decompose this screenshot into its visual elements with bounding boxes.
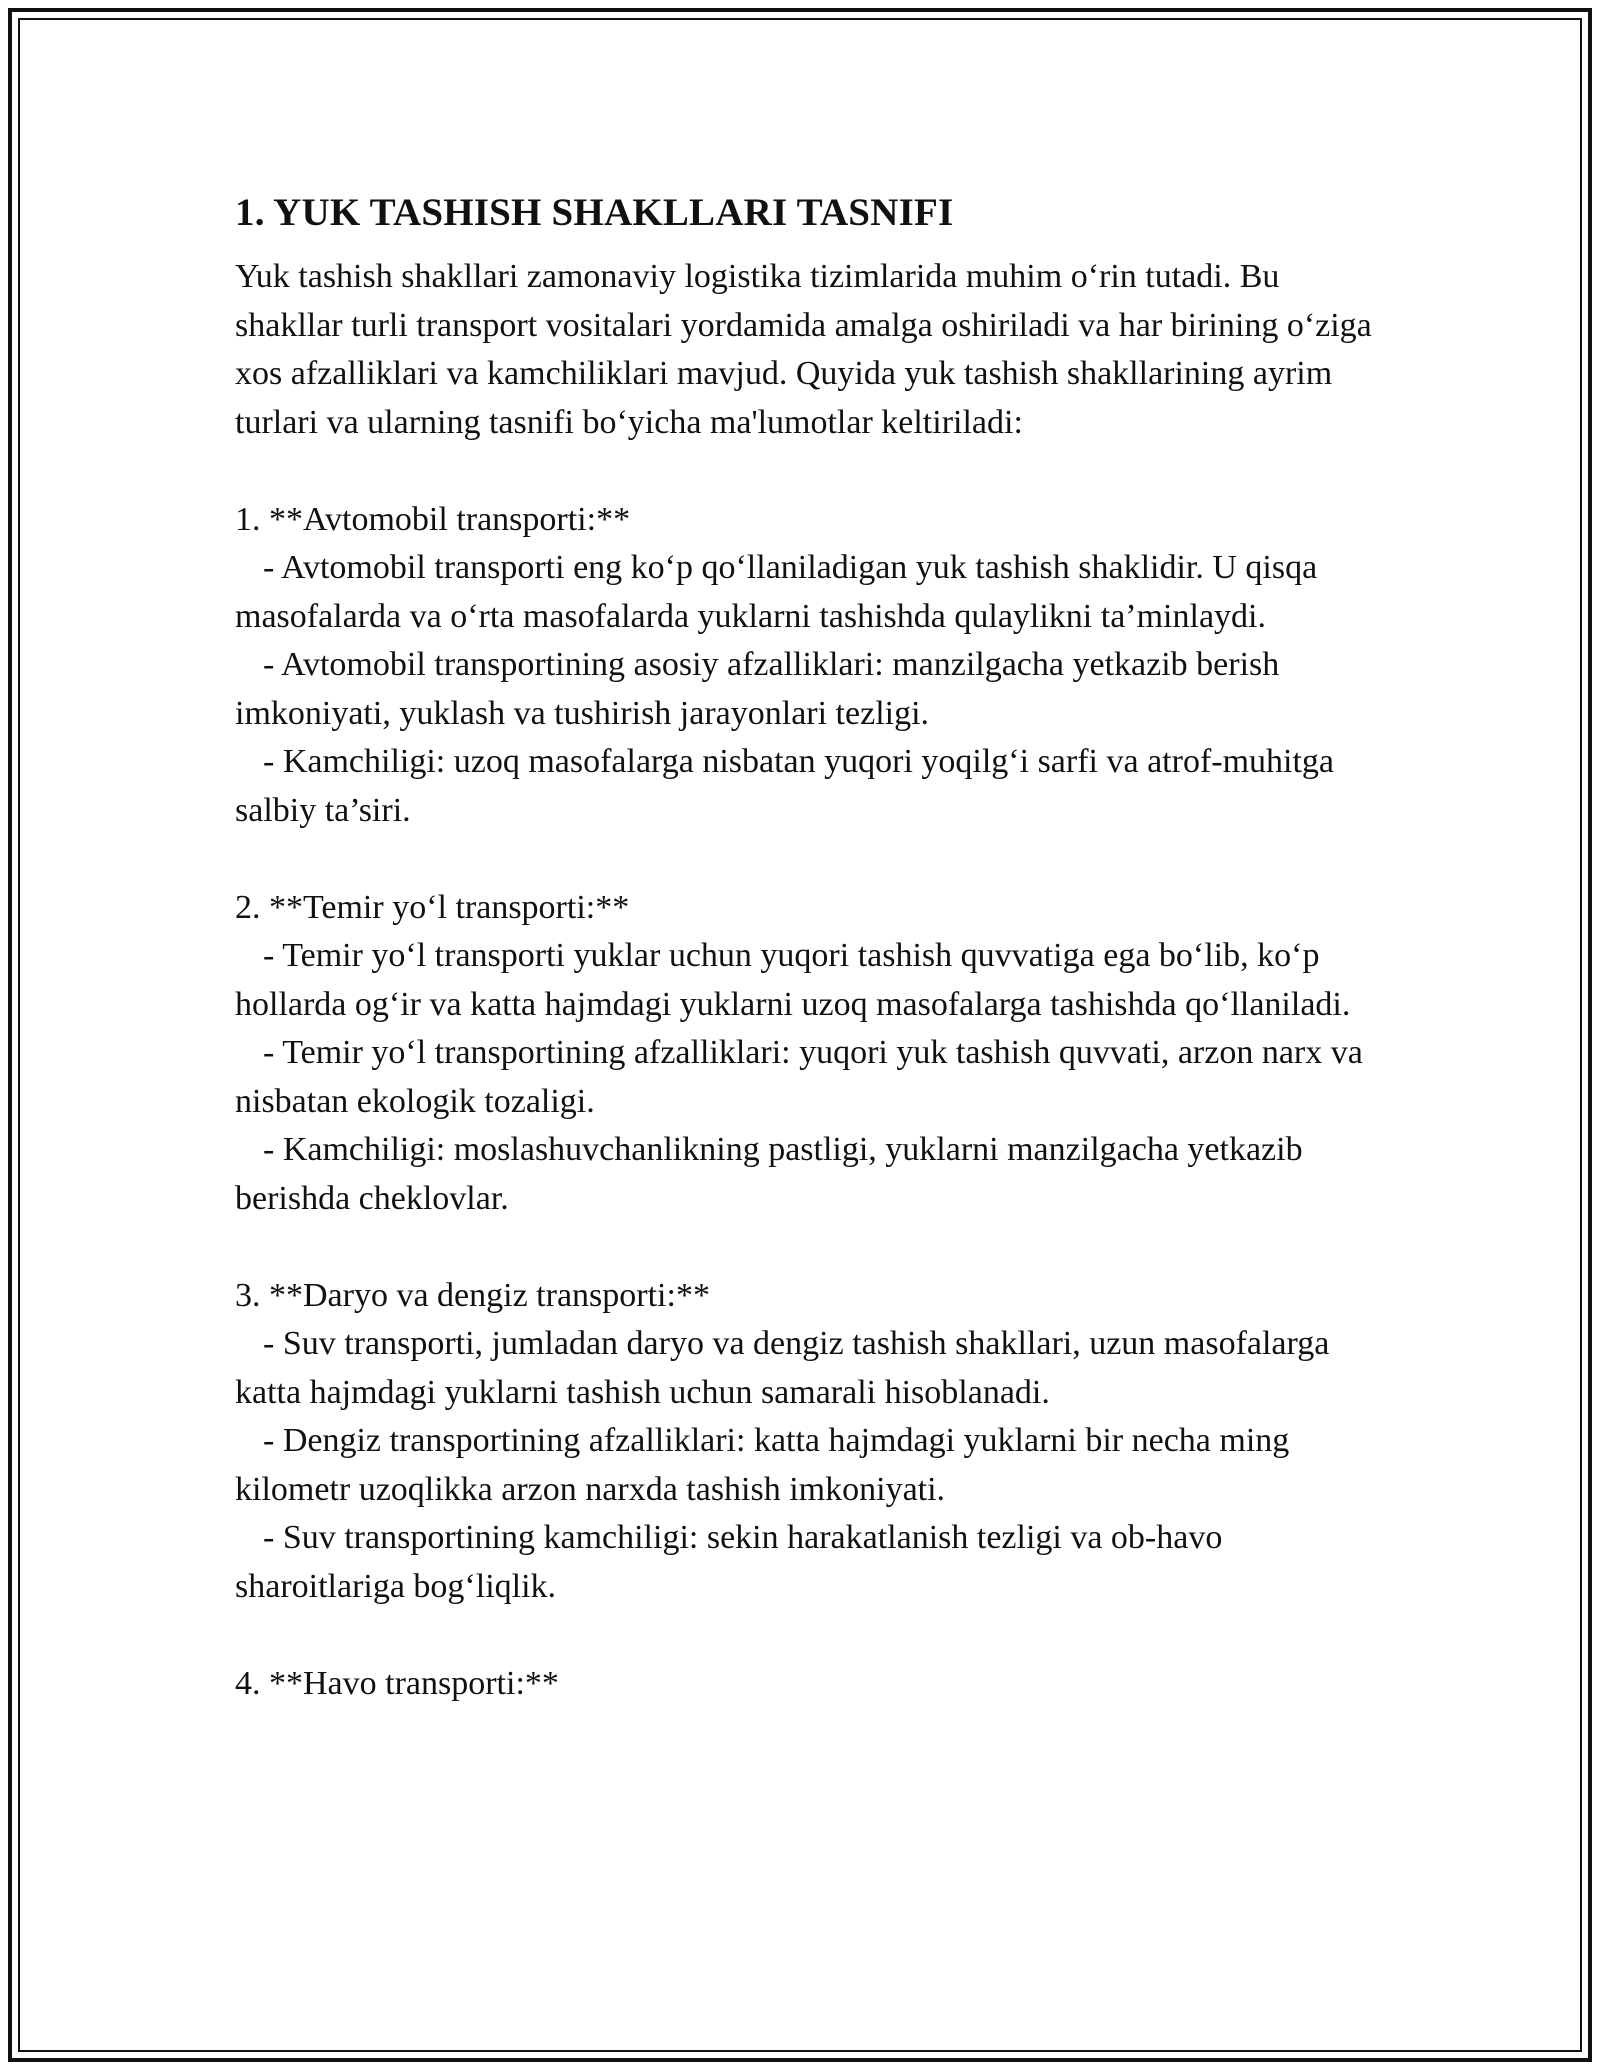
document-body bbox=[235, 185, 1395, 1708]
section-havo bbox=[235, 1660, 1395, 1709]
spacer bbox=[235, 835, 1395, 884]
section-bullet: - Avtomobil transportining asosiy afzalliklari: manzilgacha yetkazib berish imkoniyati, yuklash va tushirish jarayonlari tezligi. bbox=[235, 646, 1280, 732]
section-bullet: - Kamchiligi: moslashuvchanlikning pastligi, yuklarni manzilgacha yetkazib berishda cheklovlar. bbox=[235, 1131, 1303, 1217]
section-heading: 2. **Temir yo‘l transporti:** bbox=[235, 888, 630, 926]
section-bullet: - Temir yo‘l transportining afzalliklari: yuqori yuk tashish quvvati, arzon narx va nisbatan ekologik tozaligi. bbox=[235, 1034, 1363, 1120]
section-daryo-dengiz bbox=[235, 1272, 1395, 1612]
section-heading: 4. **Havo transporti:** bbox=[235, 1664, 559, 1702]
section-bullet: - Dengiz transportining afzalliklari: katta hajmdagi yuklarni bir necha ming kilometr uzoqlikka arzon narxda tashish imkoniyati. bbox=[235, 1422, 1290, 1508]
spacer bbox=[235, 1223, 1395, 1272]
section-heading: 3. **Daryo va dengiz transporti:** bbox=[235, 1276, 710, 1314]
page-title: 1. YUK TASHISH SHAKLLARI TASNIFI bbox=[235, 191, 954, 234]
section-bullet: - Suv transporti, jumladan daryo va dengiz tashish shakllari, uzun masofalarga katta hajmdagi yuklarni tashish uchun samarali hisoblanadi. bbox=[235, 1325, 1330, 1411]
intro-paragraph: Yuk tashish shakllari zamonaviy logistika tizimlarida muhim o‘rin tutadi. Bu shakllar turli transport vositalari yordamida amalga oshiriladi va har birining o‘ziga xos afzalliklari va kamchiliklari mavjud. Quyida yuk tashish shakllarining ayrim turlari va ularning tasnifi bo‘yicha ma'lumotlar keltiriladi: bbox=[235, 258, 1372, 441]
section-temir-yol bbox=[235, 884, 1395, 1224]
section-bullet: - Avtomobil transporti eng ko‘p qo‘llaniladigan yuk tashish shaklidir. U qisqa masofalarda va o‘rta masofalarda yuklarni tashishda qulaylikni ta’minlaydi. bbox=[235, 549, 1318, 635]
section-bullet: - Temir yo‘l transporti yuklar uchun yuqori tashish quvvatiga ega bo‘lib, ko‘p hollarda og‘ir va katta hajmdagi yuklarni uzoq masofalarga tashishda qo‘llaniladi. bbox=[235, 937, 1351, 1023]
section-avtomobil bbox=[235, 496, 1395, 836]
section-bullet: - Suv transportining kamchiligi: sekin harakatlanish tezligi va ob-havo sharoitlariga bog‘liqlik. bbox=[235, 1519, 1223, 1605]
section-bullet: - Kamchiligi: uzoq masofalarga nisbatan yuqori yoqilg‘i sarfi va atrof-muhitga salbiy ta’siri. bbox=[235, 743, 1335, 829]
spacer bbox=[235, 1611, 1395, 1660]
spacer bbox=[235, 447, 1395, 496]
section-heading: 1. **Avtomobil transporti:** bbox=[235, 500, 631, 538]
